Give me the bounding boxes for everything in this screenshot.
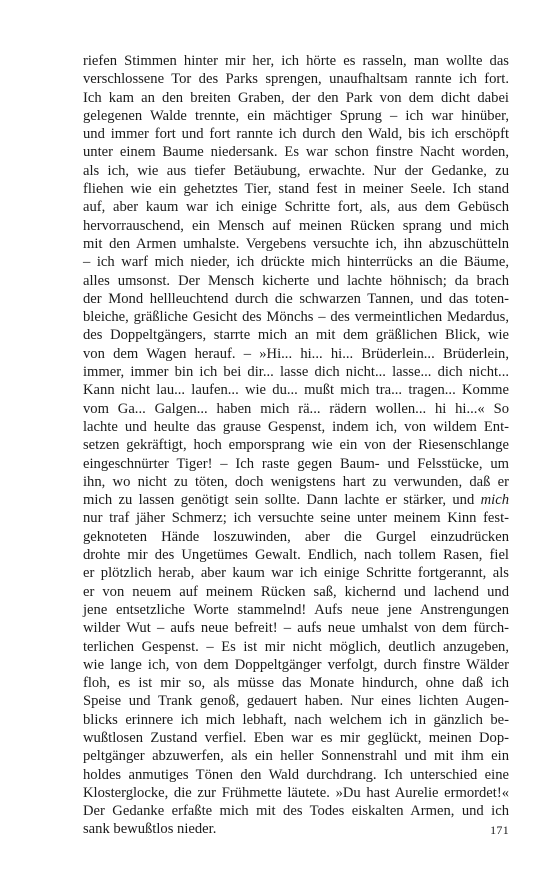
- text-line: jene entsetzliche Worte stammelnd! Aufs neue jene Anstrengungen: [83, 601, 509, 618]
- page-number: 171: [490, 823, 509, 837]
- text-line: sank bewußtlos nieder.: [83, 821, 217, 838]
- text-line: mit den Armen umhalste. Vergebens versuchte ich, ihn abzuschütteln: [83, 235, 509, 252]
- text-line: wie lange ich, von dem Doppeltgänger verfolgt, durch finstre Wälder: [83, 656, 509, 673]
- text-line: er plötzlich herab, aber kaum war ich einige Schritte fortgerannt, als: [83, 565, 509, 582]
- text-line: drohte mir des Ungetümes Gewalt. Endlich, nach tollem Rasen, fiel: [83, 547, 509, 564]
- text-line: alles umsonst. Der Mensch kicherte und lachte höhnisch; da brach: [83, 272, 509, 289]
- text-line: und immer fort und fort rannte ich durch den Wald, bis ich erschöpft: [83, 126, 509, 143]
- text-line: Speise und Trank genoß, gedauert haben. Nur eines lichten Augen-: [83, 693, 509, 710]
- text-line: als ich, wie aus tiefer Betäubung, erwachte. Nur der Gedanke, zu: [83, 162, 509, 179]
- text-line: Kann nicht lau... laufen... wie du... mußt mich tra... tragen... Komme: [83, 382, 509, 399]
- text-line: blicks erinnere ich mich lebhaft, nach welchem ich in gänzlich be-: [83, 711, 509, 728]
- text-line: Der Gedanke erfaßte mich mit des Todes eiskalten Armen, und ich: [83, 803, 509, 820]
- text-line: ihn, wo nicht zu töten, doch wenigstens hart zu verwunden, daß er: [83, 473, 509, 490]
- text-line: wilder Wut – aufs neue befreit! – aufs neue umhalst von dem fürch-: [83, 620, 509, 637]
- text-line: setzen gekräftigt, hoch emporsprang wie ein von der Riesenschlange: [83, 437, 509, 454]
- text-line: unter einem Baume niedersank. Es war schon finstre Nacht worden,: [83, 144, 509, 161]
- text-line: Klosterglocke, die zur Frühmette läutete. »Du hast Aurelie ermordet!«: [83, 784, 509, 801]
- text-line: Ich kam an den breiten Graben, der den Park von dem dicht dabei: [83, 89, 509, 106]
- text-line: vom Ga... Galgen... haben mich rä... rädern wollen... hi hi...« So: [83, 400, 509, 417]
- text-line: floh, es ist mir so, als müsse das Monate hindurch, ohne daß ich: [83, 675, 509, 692]
- text-line: geknoteten Hände loszuwinden, aber die Gurgel einzudrücken: [83, 528, 509, 545]
- text-line: der Mond hellleuchtend durch die schwarzen Tannen, und das toten-: [83, 290, 509, 307]
- text-line: peltgänger abzuwerfen, als ein heller Sonnenstrahl und mit ihm ein: [83, 748, 509, 765]
- text-line: nur traf jäher Schmerz; ich versuchte seine unter meinem Kinn fest-: [83, 510, 509, 527]
- text-line: auf, aber kaum war ich einige Schritte fort, als, aus dem Gebüsch: [83, 199, 509, 216]
- text-line: lachte und heulte das grause Gespenst, indem ich, von wildem Ent-: [83, 418, 509, 435]
- text-line: immer, immer bin ich bei dir... lasse dich nicht... lasse... dich nicht...: [83, 364, 509, 381]
- text-line: von dem Wagen herauf. – »Hi... hi... hi... Brüderlein... Brüderlein,: [83, 345, 509, 362]
- text-line: riefen Stimmen hinter mir her, ich hörte es rasseln, man wollte das: [83, 53, 509, 69]
- text-line: gelegenen Walde trennte, ein mächtiger Sprung – ich war hinüber,: [83, 107, 509, 124]
- text-line: holdes anmutiges Tönen den Wald durchdrang. Ich unterschied eine: [83, 766, 509, 783]
- text-line: eingeschnürter Tiger! – Ich raste gegen Baum- und Felsstücke, um: [83, 455, 509, 472]
- body-text: [83, 52, 509, 839]
- text-line: bleiche, gräßliche Gesicht des Mönchs – des vermeintlichen Medardus,: [83, 309, 509, 326]
- text-line: terlichen Gespenst. – Es ist mir nicht möglich, deutlich anzugeben,: [83, 638, 509, 655]
- emphasis: mich: [480, 492, 509, 509]
- text-line: fliehen wie ein gehetztes Tier, stand fest in meiner Seele. Ich stand: [83, 181, 509, 198]
- text-line: – ich warf mich nieder, ich drückte mich hinterrücks an die Bäume,: [83, 254, 509, 271]
- text-line: hervorrauschend, ein Mensch auf meinen Rücken sprang und mich: [83, 217, 509, 234]
- text-line: verschlossene Tor des Parks sprengen, unaufhaltsam rannte ich fort.: [83, 71, 509, 88]
- text-line: mich zu lassen genötigt sein sollte. Dann lachte er stärker, und mich: [83, 492, 509, 509]
- text-line: des Doppeltgängers, starrte mich an mit dem gräßlichen Blick, wie: [83, 327, 509, 344]
- text-line: wußtlosen Zustand verfiel. Eben war es mir geglückt, meinen Dop-: [83, 729, 509, 746]
- text-line: er von neuem auf meinem Rücken saß, kichernd und lachend und: [83, 583, 509, 600]
